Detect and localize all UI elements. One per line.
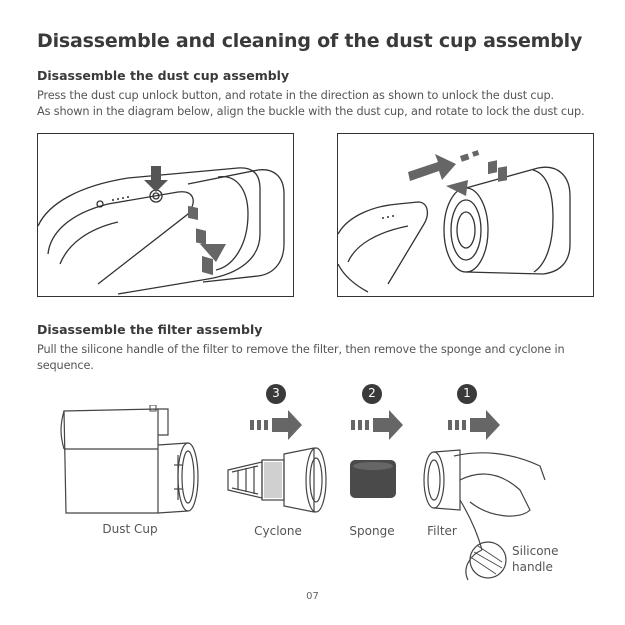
cyclone-illustration <box>224 440 334 520</box>
label-sponge: Sponge <box>349 524 395 538</box>
step-3-number: 3 <box>272 386 280 400</box>
step-3-arrow <box>250 410 302 440</box>
unlock-diagram <box>37 133 294 297</box>
section-heading-dust-cup: Disassemble the dust cup assembly <box>37 68 290 83</box>
sponge-illustration <box>348 458 398 500</box>
step-2-arrow <box>351 410 403 440</box>
step-1-number: 1 <box>463 386 471 400</box>
filter-instruction: Pull the silicone handle of the filter to remove the filter, then remove the sponge and cyclone in sequence. <box>37 343 565 372</box>
dust-cup-illustration <box>58 405 208 520</box>
page-title: Disassemble and cleaning of the dust cup assembly <box>37 30 583 52</box>
label-cyclone: Cyclone <box>254 524 302 538</box>
label-dust-cup: Dust Cup <box>102 522 158 536</box>
vacuum-lock-illustration <box>338 134 593 296</box>
page-number: 07 <box>306 591 319 602</box>
label-silicone-handle: Silicone handle <box>512 544 559 574</box>
instruction-line-1: Press the dust cup unlock button, and rotate in the direction as shown to unlock the dust cup. <box>37 89 554 102</box>
label-filter: Filter <box>427 524 457 538</box>
lock-diagram <box>337 133 594 297</box>
step-1-arrow <box>448 410 500 440</box>
instruction-line-2: As shown in the diagram below, align the buckle with the dust cup, and rotate to lock the dust cup. <box>37 105 585 118</box>
step-2-number: 2 <box>368 386 376 400</box>
vacuum-unlock-illustration <box>38 134 293 296</box>
section-heading-filter: Disassemble the filter assembly <box>37 322 263 337</box>
